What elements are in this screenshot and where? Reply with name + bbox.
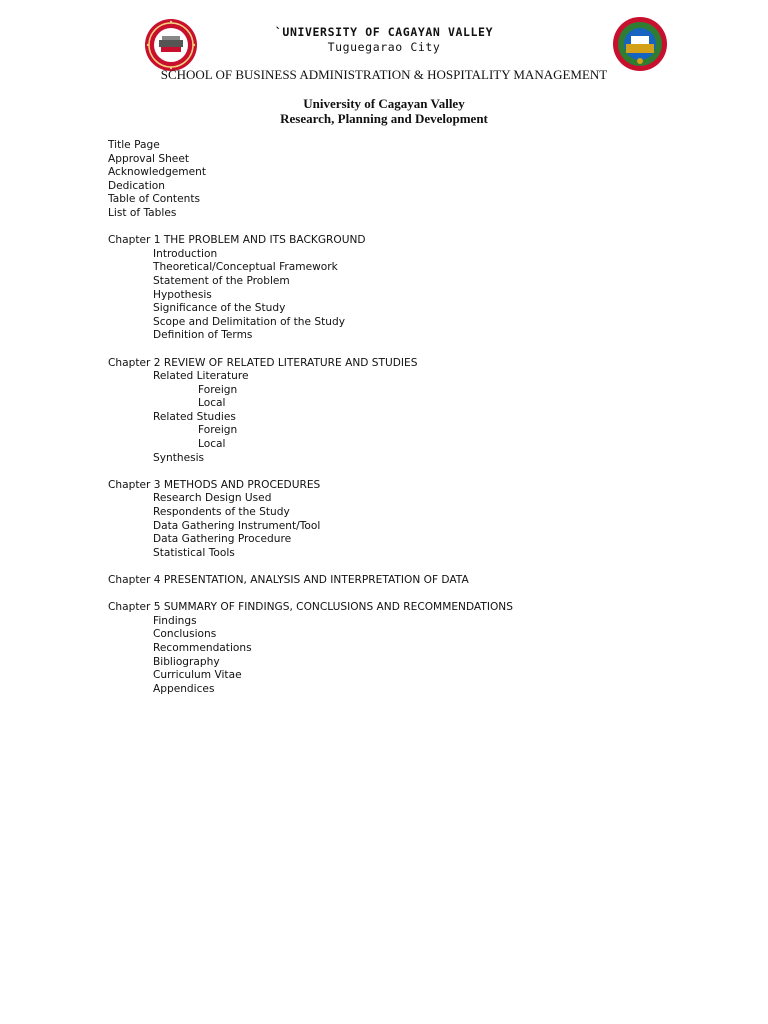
university-city: Tuguegarao City: [327, 40, 441, 54]
chapter-2-literature-sub: Local: [198, 397, 226, 410]
chapter-1-item: Hypothesis: [153, 288, 212, 301]
front-matter-item: List of Tables: [108, 206, 177, 219]
chapter-3-title: Chapter 3 METHODS AND PROCEDURES: [108, 478, 321, 491]
table-of-contents-outline: [108, 139, 513, 696]
chapter-3-item: Research Design Used: [153, 492, 272, 505]
chapter-2-title: Chapter 2 REVIEW OF RELATED LITERATURE AND STUDIES: [108, 356, 418, 369]
front-matter-item: Approval Sheet: [108, 152, 189, 165]
chapter-2-related-studies: Related Studies: [153, 410, 236, 423]
front-matter-item: Title Page: [108, 139, 160, 151]
chapter-5-item: Bibliography: [153, 655, 220, 668]
front-matter-item: Acknowledgement: [108, 166, 207, 179]
chapter-1-item: Definition of Terms: [153, 329, 253, 342]
chapter-1-item: Statement of the Problem: [153, 274, 290, 287]
chapter-5-item: Appendices: [153, 682, 215, 695]
front-matter-item: Dedication: [108, 179, 165, 192]
chapter-5-title: Chapter 5 SUMMARY OF FINDINGS, CONCLUSIONS AND RECOMMENDATIONS: [108, 601, 513, 614]
office-department: Research, Planning and Development: [280, 111, 488, 126]
chapter-2-literature-sub: Foreign: [198, 383, 238, 396]
office-university: University of Cagayan Valley: [303, 96, 465, 111]
chapter-2-synthesis: Synthesis: [153, 451, 205, 464]
chapter-5-item: Curriculum Vitae: [153, 669, 242, 682]
chapter-2-studies-sub: Foreign: [198, 424, 238, 437]
school-seal-icon: [612, 16, 668, 72]
chapter-1-item: Introduction: [153, 247, 218, 260]
chapter-5-item: Findings: [153, 614, 197, 627]
chapter-2-related-literature: Related Literature: [153, 370, 249, 383]
chapter-1-title: Chapter 1 THE PROBLEM AND ITS BACKGROUND: [108, 234, 366, 247]
chapter-4-title: Chapter 4 PRESENTATION, ANALYSIS AND INTERPRETATION OF DATA: [108, 574, 469, 586]
chapter-1-item: Scope and Delimitation of the Study: [153, 315, 345, 328]
school-name: SCHOOL OF BUSINESS ADMINISTRATION & HOSPITALITY MANAGEMENT: [160, 67, 608, 82]
chapter-5-item: Recommendations: [153, 641, 252, 654]
chapter-2-studies-sub: Local: [198, 438, 226, 451]
chapter-1-item: Theoretical/Conceptual Framework: [153, 261, 338, 274]
chapter-3-item: Data Gathering Procedure: [153, 533, 292, 546]
front-matter-item: Table of Contents: [108, 193, 200, 206]
chapter-3-item: Data Gathering Instrument/Tool: [153, 519, 321, 532]
chapter-5-item: Conclusions: [153, 628, 217, 641]
chapter-3-item: Statistical Tools: [153, 546, 235, 559]
chapter-1-item: Significance of the Study: [153, 302, 286, 315]
university-name: `UNIVERSITY OF CAGAYAN VALLEY: [274, 25, 494, 39]
chapter-3-item: Respondents of the Study: [153, 506, 290, 519]
